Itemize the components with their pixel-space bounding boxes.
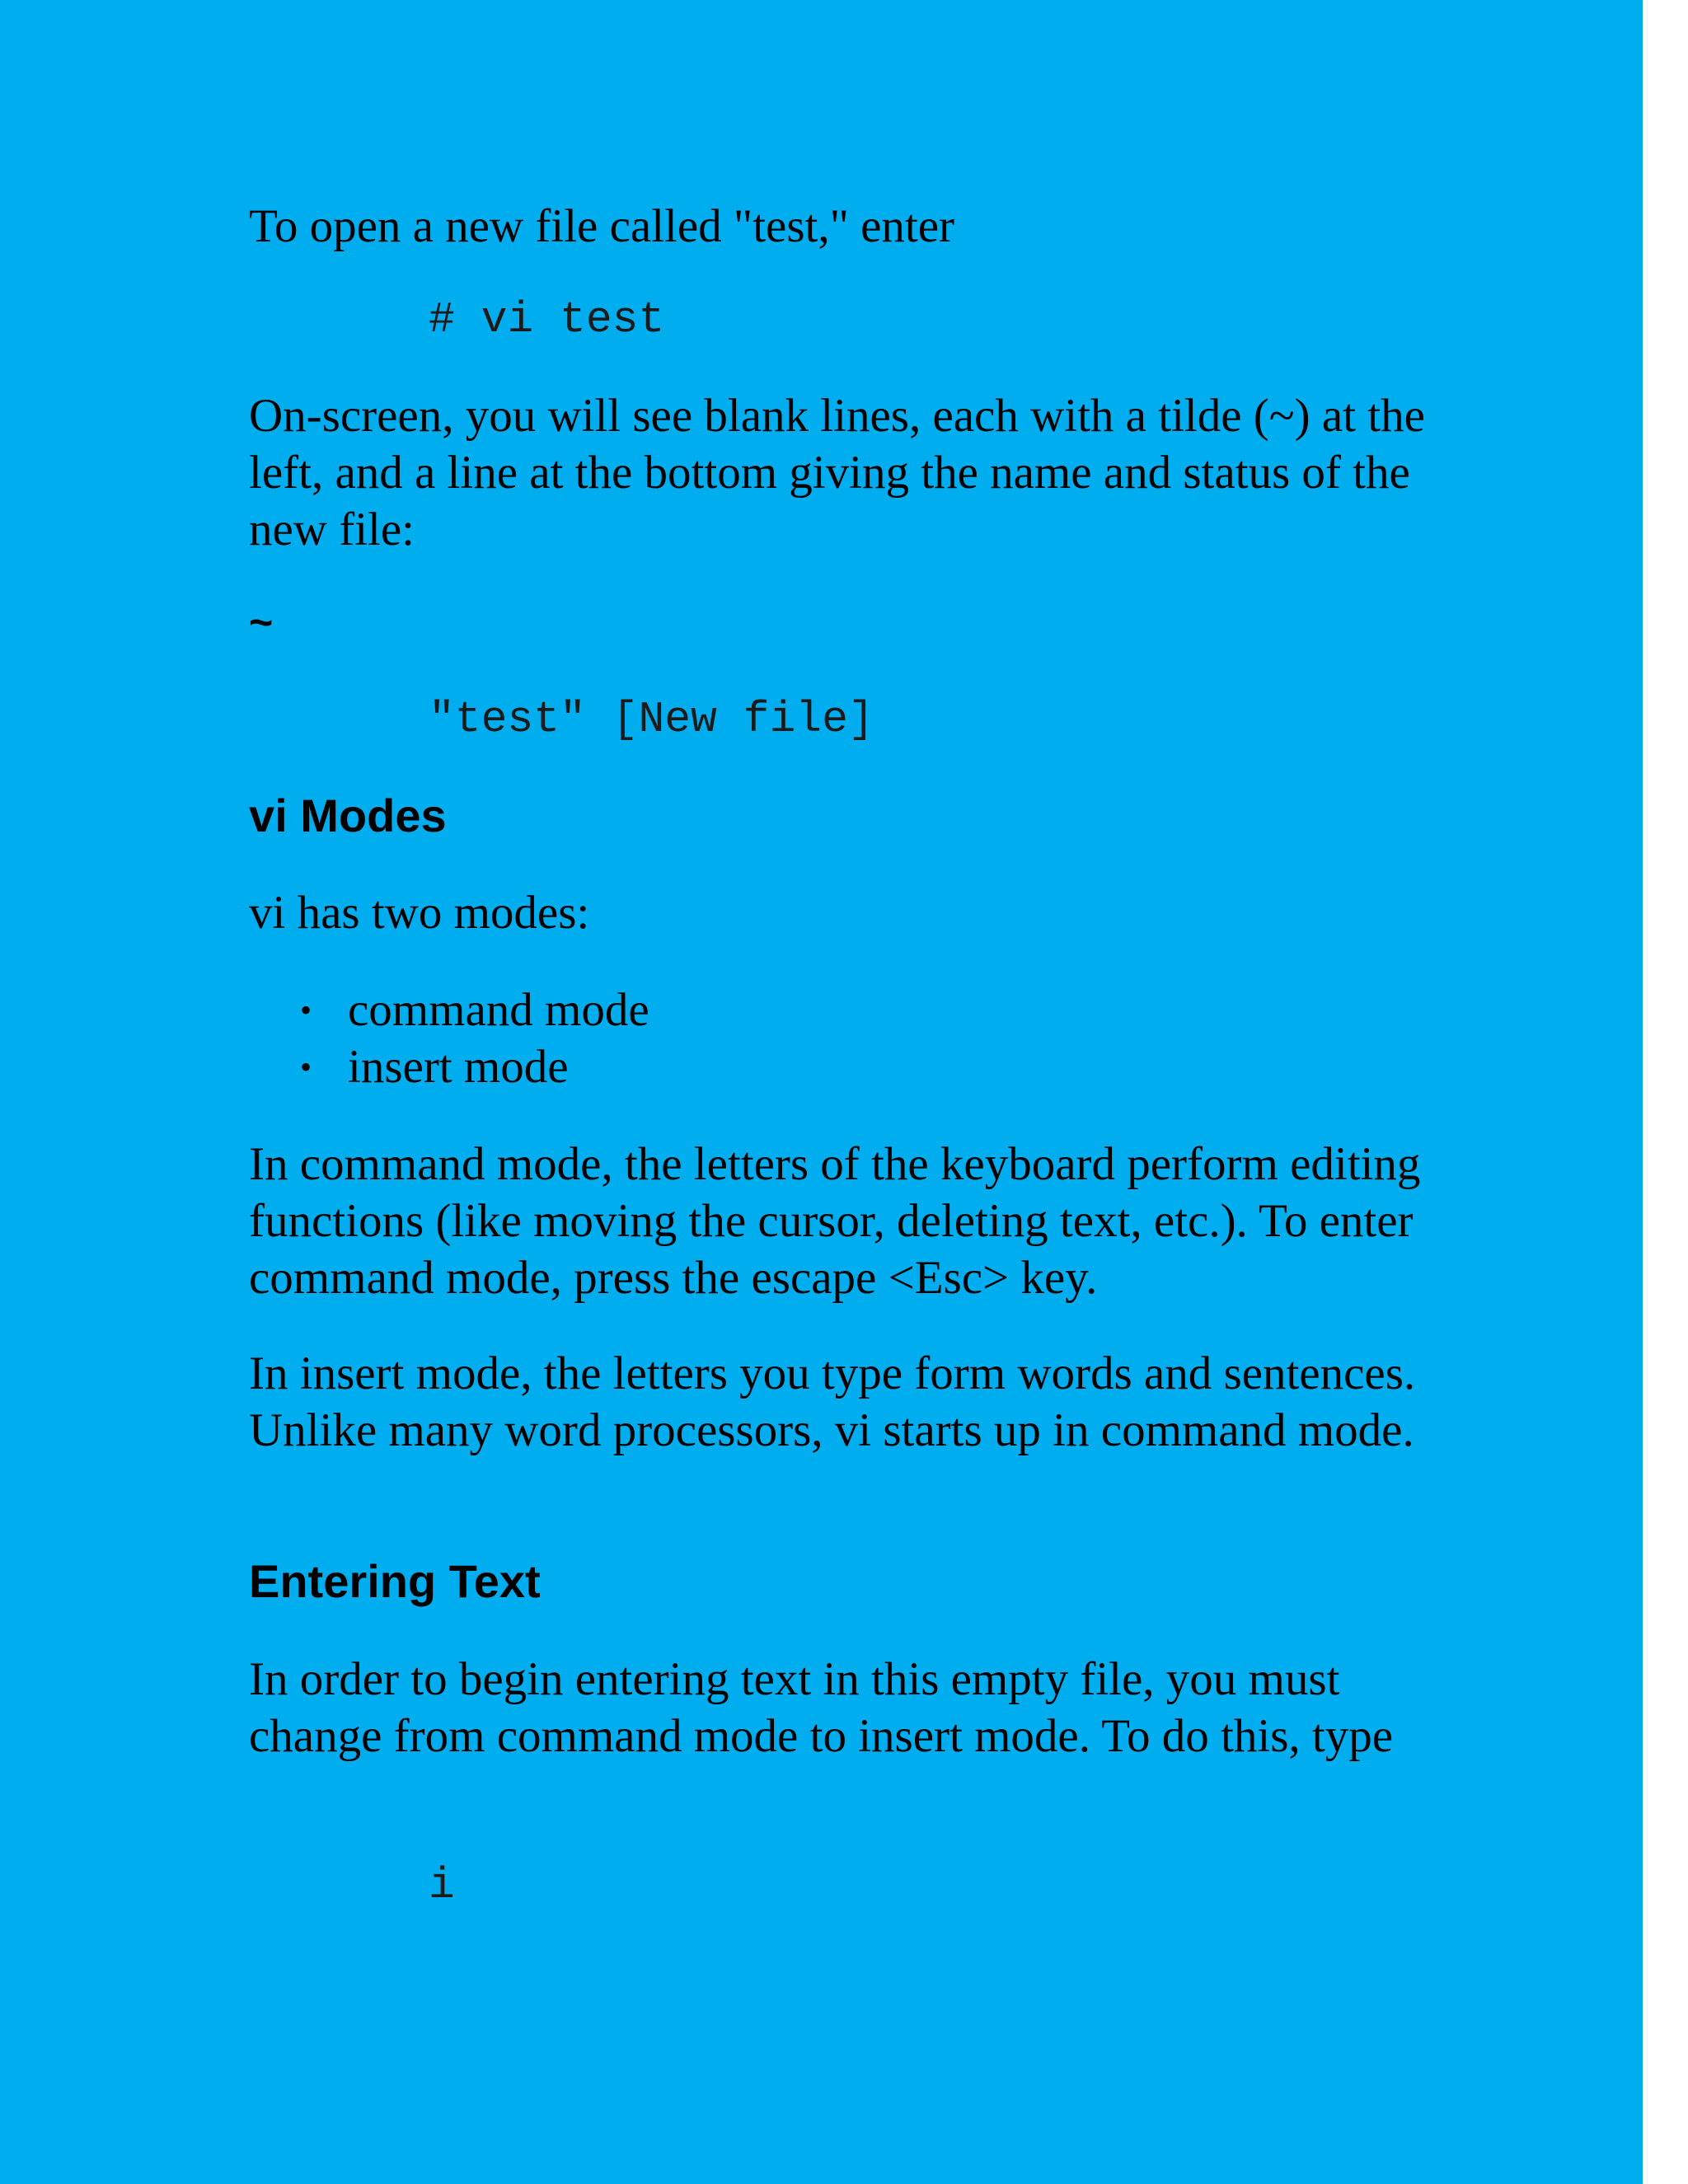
list-item <box>249 982 649 1038</box>
paragraph-command-mode: In command mode, the letters of the keyboard perform editing functions (like moving the cursor, deleting text, etc.). To enter command mode, press the escape <Esc> key. <box>249 1138 1421 1304</box>
list-item-label: command mode <box>348 984 649 1036</box>
paragraph-two-modes: vi has two modes: <box>249 887 590 939</box>
bullet-icon: • <box>300 991 312 1029</box>
paragraph-entering-text: In order to begin entering text in this empty file, you must change from command mode to insert mode. To do this, type <box>249 1653 1394 1762</box>
bullet-icon: • <box>300 1048 312 1085</box>
heading-entering-text: Entering Text <box>249 1555 541 1607</box>
paragraph-on-screen: On-screen, you will see blank lines, each with a tilde (~) at the left, and a line at the bottom giving the name and status of the new file: <box>249 390 1425 555</box>
list-item-label: insert mode <box>348 1041 569 1093</box>
paragraph-open-file: To open a new file called "test," enter <box>249 200 955 252</box>
code-status-line: "test" [New file] <box>429 695 874 744</box>
tilde-line: ~ <box>249 599 274 645</box>
paragraph-insert-mode: In insert mode, the letters you type form words and sentences. Unlike many word processors, vi starts up in command mode. <box>249 1347 1416 1456</box>
modes-list <box>249 982 649 1095</box>
code-insert-key: i <box>429 1861 455 1910</box>
code-vi-test: # vi test <box>429 295 665 344</box>
heading-vi-modes: vi Modes <box>249 790 447 841</box>
list-item <box>249 1038 649 1095</box>
